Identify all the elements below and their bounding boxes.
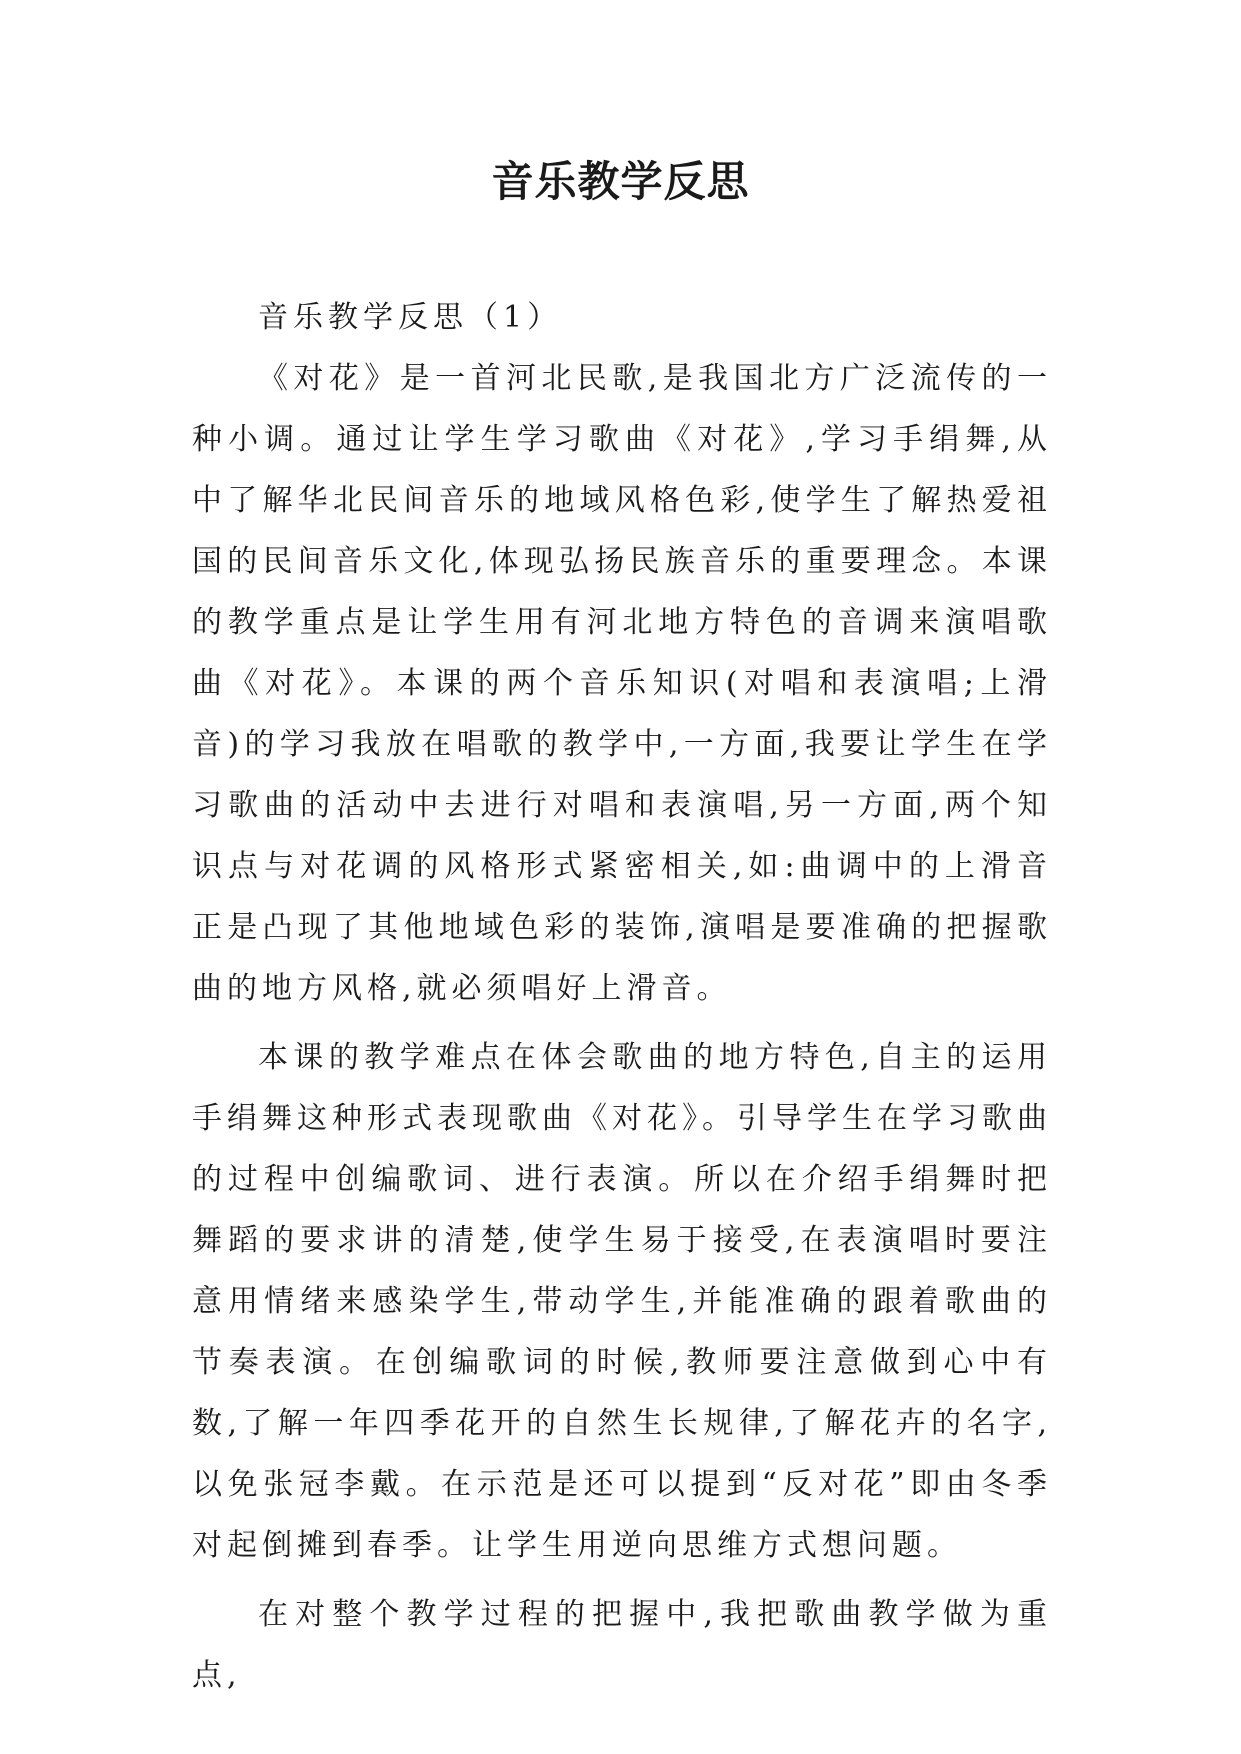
paragraph-2: 本课的教学难点在体会歌曲的地方特色,自主的运用手绢舞这种形式表现歌曲《对花》。引导学生在学习歌曲的过程中创编歌词、进行表演。所以在介绍手绢舞时把舞蹈的要求讲的清楚,使学生易于接受,在表演唱时要注意用情绪来感染学生,带动学生,并能准确的跟着歌曲的节奏表演。在创编歌词的时候,教师要注意做到心中有数,了解一年四季花开的自然生长规律,了解花卉的名字,以免张冠李戴。在示范是还可以提到“反对花”即由冬季对起倒摊到春季。让学生用逆向思维方式想问题。 bbox=[192, 1040, 1052, 1563]
section-heading: 音乐教学反思（1） bbox=[258, 300, 563, 335]
document-body bbox=[192, 287, 1052, 1706]
document-title: 音乐教学反思 bbox=[491, 157, 750, 206]
paragraph-3: 在对整个教学过程的把握中,我把歌曲教学做为重点, bbox=[192, 1597, 1052, 1693]
paragraph-1: 《对花》是一首河北民歌,是我国北方广泛流传的一种小调。通过让学生学习歌曲《对花》,学习手绢舞,从中了解华北民间音乐的地域风格色彩,使学生了解热爱祖国的民间音乐文化,体现弘扬民族音乐的重要理念。本课的教学重点是让学生用有河北地方特色的音调来演唱歌曲《对花》。本课的两个音乐知识(对唱和表演唱;上滑音)的学习我放在唱歌的教学中,一方面,我要让学生在学习歌曲的活动中去进行对唱和表演唱,另一方面,两个知识点与对花调的风格形式紧密相关,如:曲调中的上滑音正是凸现了其他地域色彩的装饰,演唱是要准确的把握歌曲的地方风格,就必须唱好上滑音。 bbox=[192, 361, 1052, 1006]
